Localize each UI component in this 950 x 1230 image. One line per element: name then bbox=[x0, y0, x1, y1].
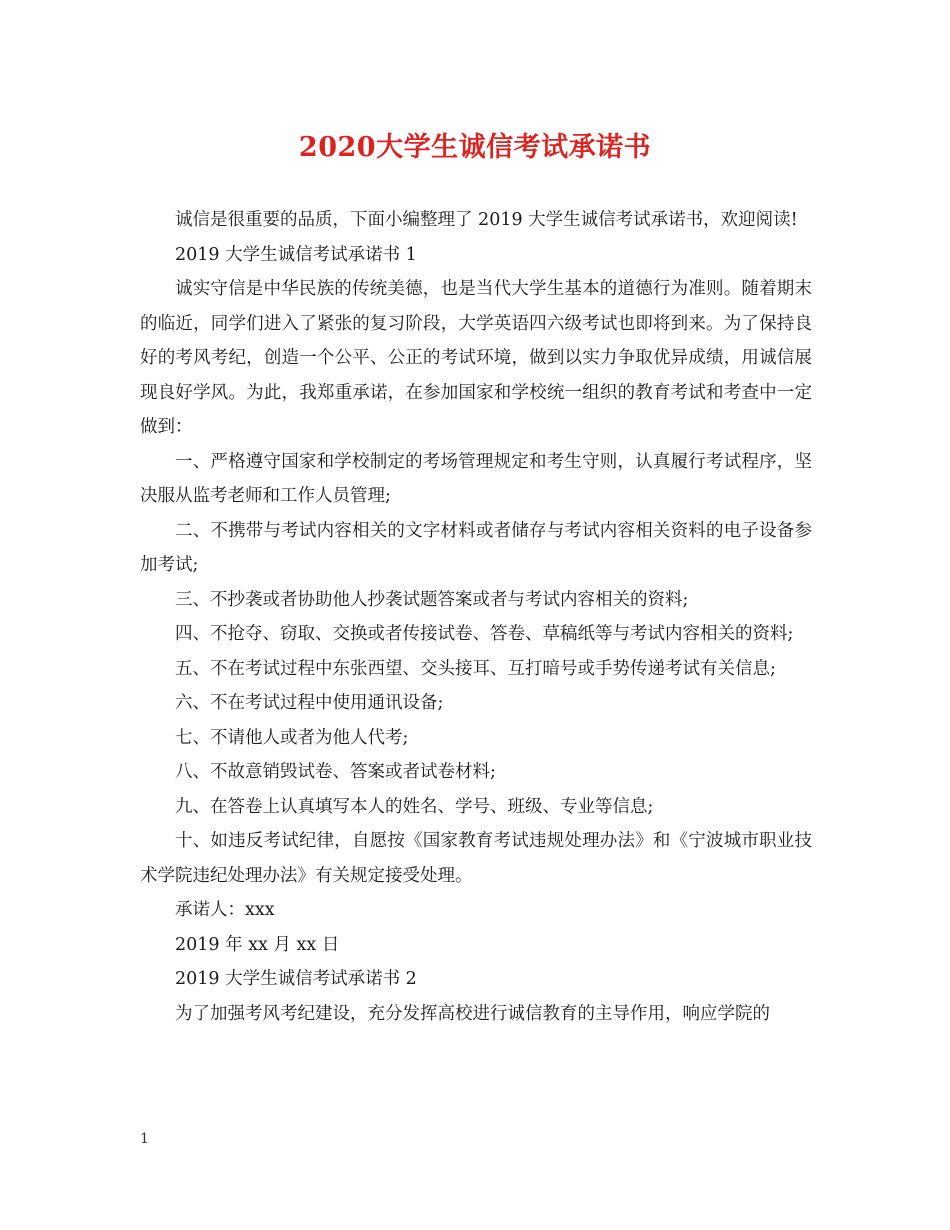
pledge-item-4: 四、不抢夺、窃取、交换或者传接试卷、答卷、草稿纸等与考试内容相关的资料; bbox=[175, 624, 794, 644]
body-paragraph: 为了加强考风考纪建设，充分发挥高校进行诚信教育的主导作用，响应学院的 bbox=[175, 1003, 770, 1024]
body-paragraph: 诚实守信是中华民族的传统美德，也是当代大学生基本的道德行为准则。随着期末的临近，同学们进入了紧张的复习阶段，大学英语四六级考试也即将到来。为了保持良好的考风考纪，创造一个公平、公正的考试环境，做到以实力争取优异成绩，用诚信展现良好学风。为此，我郑重承诺，在参加国家和学校统一组织的教育考试和考查中一定做到： bbox=[140, 279, 812, 437]
pledge-item-5: 五、不在考试过程中东张西望、交头接耳、互打暗号或手势传递考试有关信息; bbox=[175, 658, 776, 679]
pledge-item-10: 十、如违反考试纪律，自愿按《国家教育考试违规处理办法》和《宁波城市职业技术学院违纪处理办法》有关规定接受处理。 bbox=[140, 831, 812, 886]
intro-paragraph: 诚信是很重要的品质，下面小编整理了 2019 大学生诚信考试承诺书，欢迎阅读! bbox=[175, 210, 798, 230]
date-line: 2019 年 xx 月 xx 日 bbox=[175, 934, 340, 955]
pledge-item-9: 九、在答卷上认真填写本人的姓名、学号、班级、专业等信息; bbox=[175, 796, 654, 817]
signatory-line: 承诺人：xxx bbox=[175, 900, 275, 920]
document-body bbox=[140, 203, 812, 1031]
document-title: 2020大学生诚信考试承诺书 bbox=[298, 132, 652, 163]
pledge-item-1: 一、严格遵守国家和学校制定的考场管理规定和考生守则，认真履行考试程序，坚决服从监考老师和工作人员管理; bbox=[140, 451, 812, 506]
pledge-item-3: 三、不抄袭或者协助他人抄袭试题答案或者与考试内容相关的资料; bbox=[175, 589, 689, 610]
pledge-item-7: 七、不请他人或者为他人代考; bbox=[175, 727, 409, 748]
section-heading-1: 2019 大学生诚信考试承诺书 1 bbox=[175, 244, 417, 265]
pledge-item-2: 二、不携带与考试内容相关的文字材料或者储存与考试内容相关资料的电子设备参加考试; bbox=[140, 520, 812, 575]
pledge-item-6: 六、不在考试过程中使用通讯设备; bbox=[175, 693, 444, 713]
page-number: 1 bbox=[140, 1131, 149, 1147]
section-heading-2: 2019 大学生诚信考试承诺书 2 bbox=[175, 969, 417, 989]
pledge-item-8: 八、不故意销毁试卷、答案或者试卷材料; bbox=[175, 762, 496, 782]
